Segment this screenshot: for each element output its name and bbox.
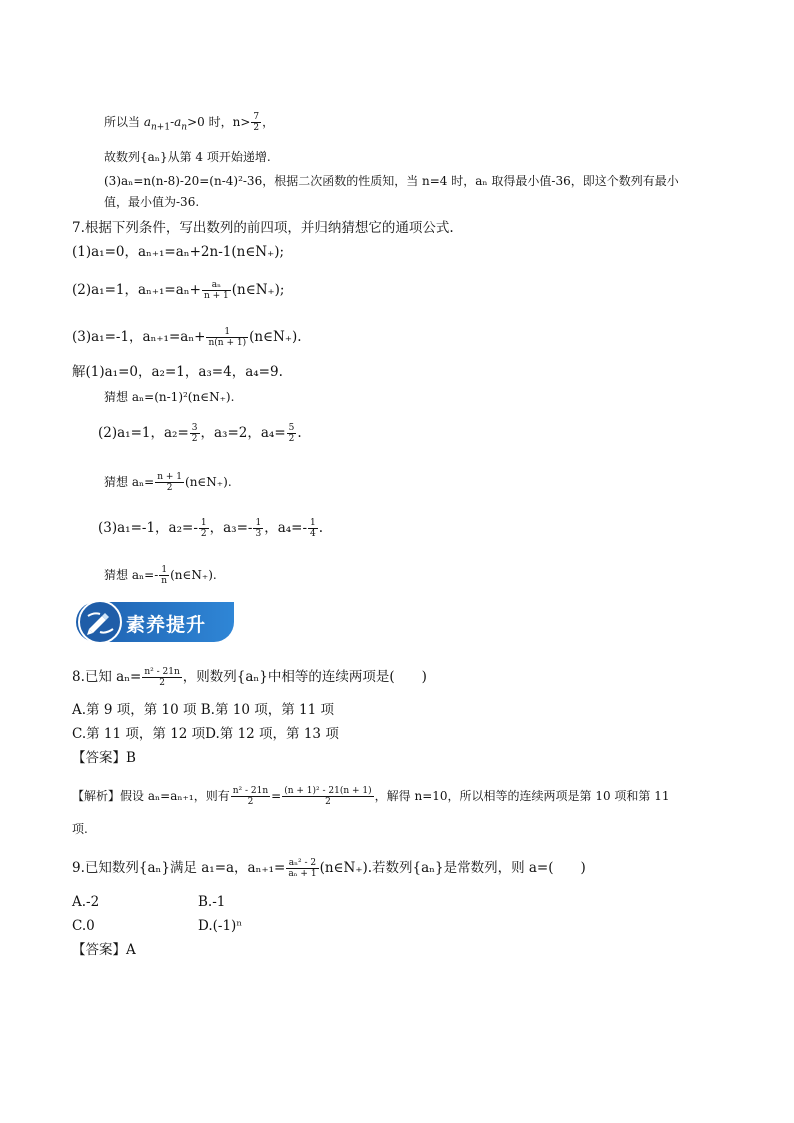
- fraction: $\frac{\text{n² - 21n}}{2}$: [144, 667, 180, 688]
- fraction: $\frac{\text{aₙ² - 2}}{\text{aₙ + 1}}$: [288, 858, 317, 879]
- solution-1-guess: 猜想 aₙ=(n-1)²(n∈N₊).: [104, 390, 235, 404]
- question-8: 8.已知 aₙ= $\frac{\text{n² - 21n}}{2}$ ，则数列{aₙ}中相等的连续两项是( ): [72, 667, 427, 688]
- text: n>: [232, 115, 251, 129]
- question-9-option-c: C.0: [72, 918, 95, 934]
- fraction: $\frac{5}{2}$: [288, 423, 295, 444]
- question-9-option-a: A.-2: [72, 894, 100, 910]
- question-9-option-d: D.(-1)ⁿ: [198, 918, 243, 934]
- fraction: $\frac{\text{(n + 1)² - 21(n + 1)}}{2}$: [284, 786, 372, 807]
- fraction: $\frac{\text{aₙ}}{n + 1}$: [203, 280, 229, 301]
- solution-2-guess: 猜想 aₙ= $\frac{n + 1}{2}$ (n∈N₊).: [104, 472, 232, 493]
- solution-1: 解(1)a₁=0，a₂=1，a₃=4，a₄=9.: [72, 364, 283, 380]
- question-8-options-cd: C.第 11 项，第 12 项D.第 12 项，第 13 项: [72, 726, 339, 742]
- fraction: $\frac{7}{2}$: [253, 112, 260, 133]
- text-line-2: 故数列{aₙ}从第 4 项开始递增.: [104, 150, 271, 164]
- question-8-explanation-end: 项.: [72, 822, 88, 836]
- solution-3-guess: 猜想 aₙ=- $\frac{1}{n}$ (n∈N₊).: [104, 565, 217, 586]
- solution-2: (2)a₁=1，a₂= $\frac{3}{2}$ ，a₃=2，a₄= $\frac{5}{2}$ .: [98, 423, 302, 444]
- banner-title: 素养提升: [126, 614, 207, 636]
- fraction: $\frac{3}{2}$: [191, 423, 198, 444]
- text-line-1: 所以当 $a_{n+1}-a_n>0$ 时，n> $\frac{7}{2}$ ，: [104, 112, 275, 133]
- text-line-3a: (3)aₙ=n(n-8)-20=(n-4)²-36，根据二次函数的性质知，当 n=4 时，aₙ 取得最小值-36，即这个数列有最小: [104, 174, 679, 188]
- text-line-3b: 值，最小值为-36.: [104, 195, 200, 209]
- fraction: $\frac{\text{n² - 21n}}{2}$: [232, 786, 269, 807]
- solution-3: (3)a₁=-1，a₂=- $\frac{1}{2}$ ，a₃=- $\frac{1}{3}$ ，a₄=- $\frac{1}{4}$ .: [98, 518, 324, 539]
- question-7-part-2: (2)a₁=1，aₙ₊₁=aₙ+ $\frac{\text{aₙ}}{n + 1}$ (n∈N₊);: [72, 280, 285, 301]
- fraction: $\frac{1}{4}$: [310, 518, 316, 539]
- fraction: $\frac{1}{3}$: [255, 518, 262, 539]
- question-7-part-3: (3)a₁=-1，aₙ₊₁=aₙ+ $\frac{1}{n(n + 1)}$ (n∈N₊).: [72, 327, 302, 348]
- text: >0 时，: [187, 115, 233, 129]
- text: ，: [262, 115, 275, 129]
- question-8-answer: 【答案】B: [72, 750, 136, 766]
- question-7: 7.根据下列条件，写出数列的前四项，并归纳猜想它的通项公式.: [72, 220, 454, 236]
- section-banner: [76, 600, 234, 644]
- text: 所以当: [104, 115, 144, 129]
- question-9-answer: 【答案】A: [72, 942, 136, 958]
- question-8-options-ab: A.第 9 项，第 10 项 B.第 10 项，第 11 项: [72, 702, 334, 718]
- fraction: $\frac{1}{n}$: [161, 565, 168, 586]
- fraction: $\frac{n + 1}{2}$: [157, 472, 183, 493]
- fraction: $\frac{1}{2}$: [200, 518, 207, 539]
- question-8-explanation: 【解析】假设 aₙ=aₙ₊₁，则有 $\frac{\text{n² - 21n}}{2}$ = $\frac{\text{(n + 1)² - 21(n + 1)}}{2}$ ，解得 n=10，所以相等的连续两项是第 10 项和第 11: [72, 786, 670, 807]
- question-9: 9.已知数列{aₙ}满足 a₁=a，aₙ₊₁= $\frac{\text{aₙ² - 2}}{\text{aₙ + 1}}$ (n∈N₊).若数列{aₙ}是常数列，则 a=( ): [72, 858, 586, 879]
- pencil-book-icon: [78, 600, 122, 644]
- question-7-part-1: (1)a₁=0，aₙ₊₁=aₙ+2n-1(n∈N₊);: [72, 244, 285, 260]
- fraction: $\frac{1}{n(n + 1)}$: [208, 327, 247, 348]
- question-9-option-b: B.-1: [198, 894, 226, 910]
